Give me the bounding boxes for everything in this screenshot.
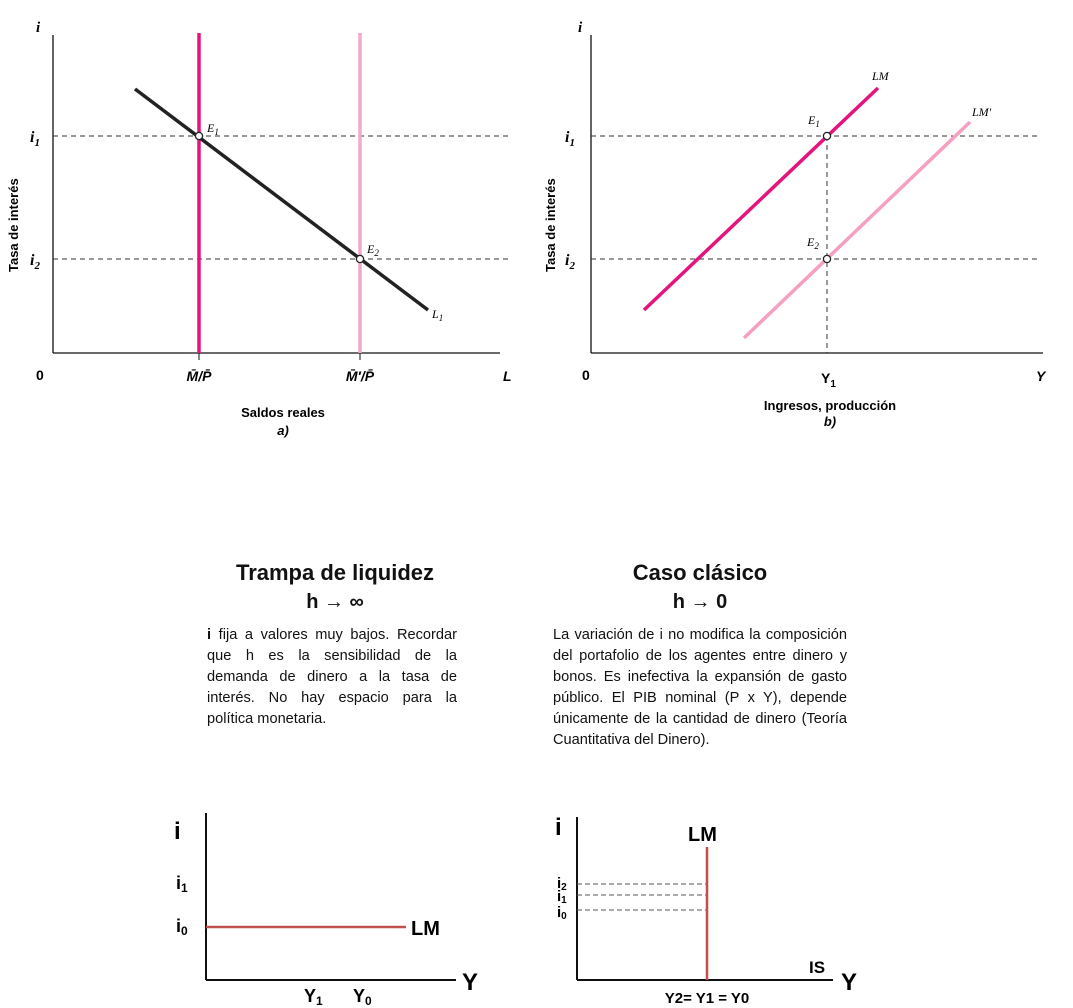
y-tick-i2: i2 <box>557 875 567 893</box>
x-tick-y1: $Y_1$ <box>821 370 836 390</box>
y-tick-i1: $i_1$ <box>30 129 40 149</box>
y-axis-symbol: i <box>174 818 181 845</box>
classic-case-chart <box>545 805 885 1008</box>
y-tick-i0: i0 <box>176 916 188 938</box>
curve-label-l1: $L_1$ <box>432 307 444 323</box>
y-axis-title: Tasa de interés <box>543 178 558 272</box>
y-axis-symbol: i <box>555 814 562 841</box>
point-label-e2: $E_2$ <box>367 242 379 258</box>
curve-label-is: IS <box>809 958 826 977</box>
y-axis-symbol: i <box>578 20 583 36</box>
x-axis-symbol: L <box>503 368 512 384</box>
y-axis-title: Tasa de interés <box>6 178 21 272</box>
classic-case-subtitle: h → 0 <box>672 591 728 613</box>
classic-case-text: La variación de i no modifica la composición del portafolio de los agentes entre dinero y bonos. Es inefectiva la expansión de gasto público. El PIB nominal (P x Y), depende únicamente de la cantidad de dinero (Teoría Cuantitativa del Dinero). <box>553 627 847 748</box>
liquidity-trap-subtitle: h → ∞ <box>306 591 364 613</box>
equilibrium-point-e2 <box>356 255 363 262</box>
point-label-e1: $E_1$ <box>808 113 820 129</box>
text-lead-i: i <box>207 627 212 643</box>
y-tick-i2: $i_2$ <box>565 252 575 272</box>
y-tick-i0: i0 <box>557 904 567 922</box>
x-tick-y0: Y0 <box>353 986 372 1008</box>
point-label-e2: $E_2$ <box>807 235 819 251</box>
x-axis-symbol: Y <box>1036 368 1046 384</box>
x-tick-y-equal: Y2= Y1 = Y0 <box>664 990 750 1007</box>
x-tick-y1: Y1 <box>304 986 323 1008</box>
liquidity-trap-description: fija a valores muy bajos. Recordar que h es la sensibilidad de la demanda de dinero a la tasa de interés. No hay espacio para la política monetaria. <box>207 627 457 727</box>
y-axis-symbol: i <box>36 20 41 36</box>
liquidity-trap-chart <box>160 805 500 1008</box>
lm-prime-curve <box>744 122 970 338</box>
y-tick-i1: i1 <box>557 888 567 906</box>
x-tick-m-prime-over-p: M̄′/P̄ <box>345 368 375 384</box>
x-tick-m-over-p: M̄/P̄ <box>186 368 212 384</box>
equilibrium-point-e1 <box>195 132 202 139</box>
x-axis-symbol: Y <box>841 969 858 996</box>
origin-label: 0 <box>582 367 590 383</box>
equilibrium-point-e1 <box>823 132 830 139</box>
y-tick-i1: i1 <box>176 873 188 895</box>
lm-curve <box>644 88 878 310</box>
curve-label-lm: LM <box>872 69 889 83</box>
x-axis-title: Saldos reales <box>241 405 325 420</box>
x-axis-symbol: Y <box>462 969 479 996</box>
panel-label-b: b) <box>823 414 837 429</box>
panel-label-a: a) <box>277 423 289 438</box>
liquidity-trap-text <box>207 625 457 730</box>
y-tick-i1: $i_1$ <box>565 129 575 149</box>
lm-curve-chart <box>540 0 1073 450</box>
curve-label-lm: LM <box>688 824 717 846</box>
origin-label: 0 <box>36 367 44 383</box>
curve-label-lm: LM <box>411 918 440 940</box>
y-tick-i2: $i_2$ <box>30 252 40 272</box>
money-demand-curve <box>135 89 428 310</box>
point-label-e1: $E_1$ <box>207 121 219 137</box>
equilibrium-point-e2 <box>823 255 830 262</box>
money-market-chart <box>0 0 540 450</box>
classic-case-title: Caso clásico <box>632 560 768 585</box>
liquidity-trap-title: Trampa de liquidez <box>235 560 435 585</box>
curve-label-lm-prime: LM′ <box>972 105 992 119</box>
x-axis-title: Ingresos, producción <box>763 398 897 413</box>
